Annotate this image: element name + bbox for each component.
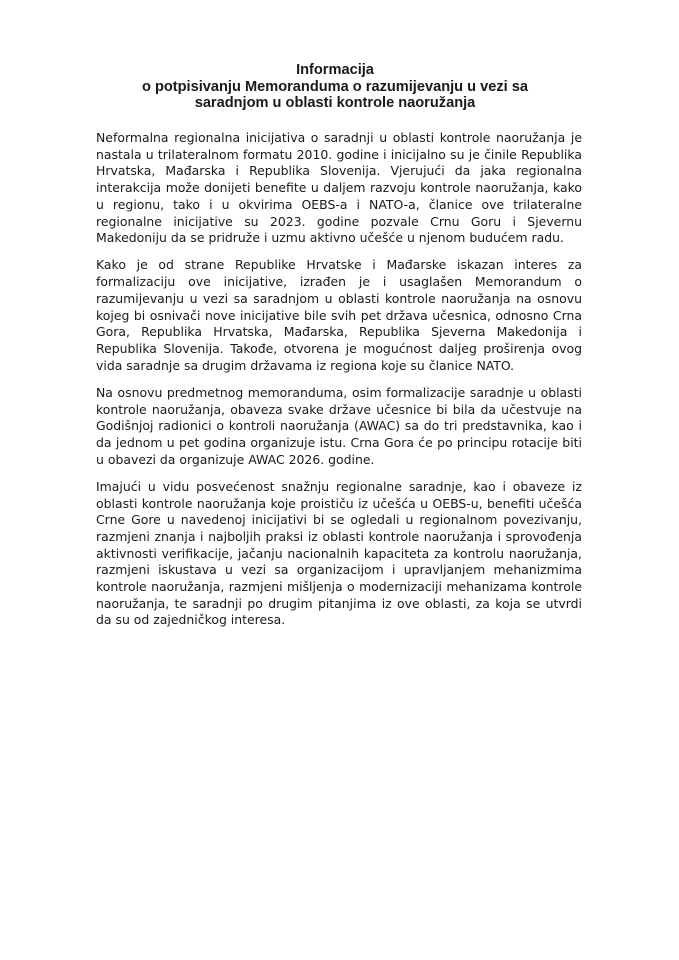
title-line-1: Informacija (296, 62, 374, 78)
title-line-2: o potpisivanju Memoranduma o razumijevanju u vezi sa (141, 78, 528, 95)
document-title (90, 62, 580, 112)
paragraph-3: Na osnovu predmetnog memoranduma, osim formalizacije saradnje u oblasti kontrole naoružanja, obaveza svake države učesnice bi bila da učestvuje na Godišnjoj radionici o kontroli naoružanja (AWAC) sa do tri predstavnika, kao i da jednom u pet godina organizuje istu. Crna Gora će po principu rotacije biti u obavezi da organizuje AWAC 2026. godine. (96, 384, 582, 467)
paragraph-4: Imajući u vidu posvećenost snažnju regionalne saradnje, kao i obaveze iz oblasti kontrole naoružanja koje proističu iz učešća u OEBS-u, benefiti učešća Crne Gore u navedenoj inicijativi bi se ogledali u regionalnom povezivanju, razmjeni znanja i najboljih praksi iz oblasti kontrole naoružanja i sprovođenja aktivnosti verifikacije, jačanju nacionalnih kapaciteta za kontrolu naoružanja, razmjeni iskustava u vezi sa organizacijom i upravljanjem mehanizmima kontrole naoružanja, razmjeni mišljenja o modernizaciji mehanizama kontrole naoružanja, te saradnji po drugim pitanjima iz ove oblasti, za koja se utvrdi da su od zajedničkog interesa. (96, 478, 582, 628)
paragraph-1: Neformalna regionalna inicijativa o saradnji u oblasti kontrole naoružanja je nastala u trilateralnom formatu 2010. godine i inicijalno su je činile Republika Hrvatska, Mađarska i Republika Slovenija. Vjerujući da jaka regionalna interakcija može donijeti benefite u daljem razvoju kontrole naoružanja, kako u regionu, tako i u okvirima OEBS-a i NATO-a, članice ove trilateralne regionalne inicijative su 2023. godine pozvale Crnu Goru i Sjevernu Makedoniju da se pridruže i uzmu aktivno učešće u njenom budućem radu. (96, 130, 582, 246)
title-line-3: saradnjom u oblasti kontrole naoružanja (194, 95, 476, 111)
paragraph-2: Kako je od strane Republike Hrvatske i Mađarske iskazan interes za formalizaciju ove inicijative, izrađen je i usaglašen Memorandum o razumijevanju u vezi sa saradnjom u oblasti kontrole naoružanja na osnovu kojeg bi osnivači nove inicijative bile svih pet država učesnica, odnosno Crna Gora, Republika Hrvatska, Mađarska, Republika Sjeverna Makedonija i Republika Slovenija. Takođe, otvorena je mogućnost daljeg proširenja ovog vida saradnje sa drugim državama iz regiona koje su članice NATO. (96, 257, 582, 373)
document-body (96, 130, 582, 640)
